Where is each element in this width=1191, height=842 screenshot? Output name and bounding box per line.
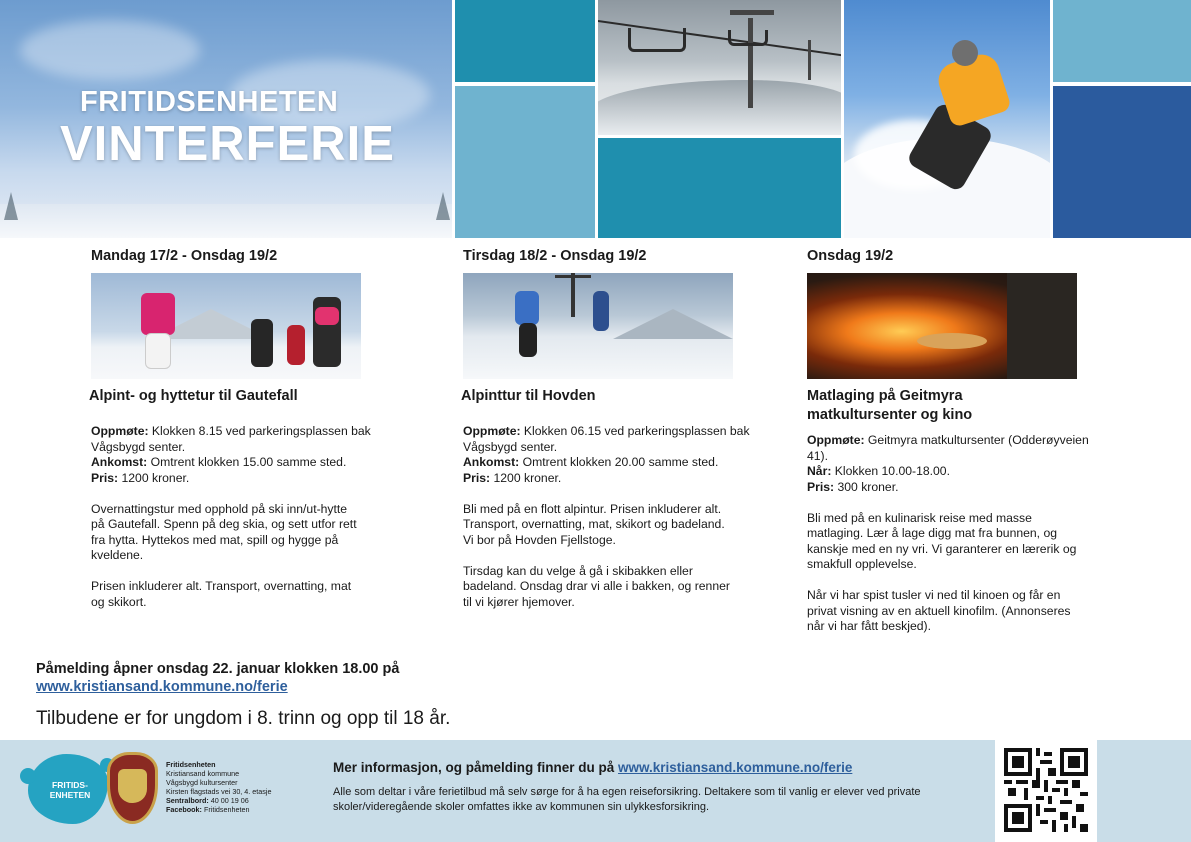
skier-figure bbox=[145, 333, 171, 369]
hero-banner bbox=[0, 0, 452, 238]
contact-label: Facebook: bbox=[166, 805, 202, 814]
detail-label: Oppmøte: bbox=[807, 433, 865, 447]
detail-label: Ankomst: bbox=[91, 455, 148, 469]
hovden-photo bbox=[463, 273, 733, 379]
detail-meetup bbox=[807, 433, 1097, 464]
lift-pole bbox=[571, 273, 575, 317]
lift-crossbar bbox=[730, 10, 774, 15]
pizza-figure bbox=[917, 333, 987, 349]
detail-label: Når: bbox=[807, 464, 832, 478]
skier-figure bbox=[519, 323, 537, 357]
detail-price bbox=[463, 471, 753, 487]
signup-info: Påmelding åpner onsdag 22. januar klokken 18.00 på bbox=[36, 661, 400, 677]
lift-chair bbox=[628, 28, 686, 52]
contact-facebook bbox=[166, 805, 271, 814]
activity-description: Bli med på en flott alpintur. Prisen inkluderer alt. Transport, overnatting, mat, skikort og badeland. Vi bor på Hovden Fjellstoge. bbox=[463, 501, 725, 547]
contact-phone bbox=[166, 796, 271, 805]
activity-description: Når vi har spist tusler vi ned til kinoen og får en privat visning av en aktuell kinofilm. (Annonseres når vi har fått beskjed). bbox=[807, 588, 1071, 633]
snow-ground bbox=[0, 204, 452, 238]
logo-text-line: ENHETEN bbox=[49, 790, 91, 800]
detail-label: Pris: bbox=[807, 479, 835, 494]
skier-figure bbox=[515, 291, 539, 325]
activity-date: Onsdag 19/2 bbox=[807, 248, 894, 264]
hero-title-line1: FRITIDSENHETEN bbox=[80, 86, 339, 118]
detail-text: Klokken 10.00-18.00. bbox=[831, 464, 950, 478]
skier-photo bbox=[844, 0, 1050, 238]
activity-column-gautefall bbox=[91, 248, 381, 610]
activity-title-line: Alpinttur til Hovden bbox=[461, 388, 596, 404]
detail-price bbox=[807, 480, 1097, 496]
contact-address: Kirsten flagstads vei 30, 4. etasje bbox=[166, 787, 272, 796]
detail-meetup bbox=[463, 424, 753, 455]
contact-info bbox=[166, 760, 271, 814]
qr-code-icon[interactable] bbox=[1004, 748, 1088, 832]
activity-title-line: matkultursenter og kino bbox=[807, 407, 973, 423]
detail-arrival bbox=[91, 455, 381, 471]
pizza-oven-photo bbox=[807, 273, 1077, 379]
activity-description: Tirsdag kan du velge å gå i skibakken eller badeland. Onsdag drar vi alle i bakken, og renner til vi kjører hjemover. bbox=[463, 563, 730, 609]
hero-title-line2: VINTERFERIE bbox=[60, 117, 395, 171]
lift-chair bbox=[728, 30, 768, 46]
detail-meetup bbox=[91, 424, 381, 455]
activity-date: Mandag 17/2 - Onsdag 19/2 bbox=[91, 248, 278, 264]
more-info bbox=[333, 760, 852, 775]
activity-title bbox=[461, 387, 753, 406]
logo-text bbox=[40, 780, 100, 800]
activity-details bbox=[91, 424, 381, 486]
contact-label: Sentralbord: bbox=[166, 796, 209, 805]
contact-value: 40 00 19 06 bbox=[208, 796, 249, 805]
activity-title-line: Matlaging på Geitmyra bbox=[807, 388, 963, 404]
skier-figure bbox=[251, 319, 273, 367]
activity-description: Prisen inkluderer alt. Transport, overnatting, mat og skikort. bbox=[91, 579, 352, 609]
logo-text-line: FRITIDS- bbox=[52, 780, 88, 790]
color-tile bbox=[1053, 86, 1191, 238]
activity-column-geitmyra bbox=[807, 248, 1097, 635]
detail-label: Pris: bbox=[91, 470, 119, 485]
skier-figure bbox=[287, 325, 305, 365]
audience-note: Tilbudene er for ungdom i 8. trinn og opp til 18 år. bbox=[36, 708, 451, 729]
skier-figure bbox=[141, 293, 175, 335]
detail-text: Klokken 8.15 ved parkeringsplassen bak Vågsbygd senter. bbox=[91, 424, 371, 454]
activity-title bbox=[807, 387, 1097, 425]
detail-label: Oppmøte: bbox=[91, 424, 149, 438]
detail-text: Omtrent klokken 15.00 samme sted. bbox=[147, 455, 347, 469]
color-tile bbox=[1053, 0, 1191, 82]
contact-line: Vågsbygd kultursenter bbox=[166, 778, 238, 787]
detail-label: Oppmøte: bbox=[463, 424, 521, 438]
snow-hill bbox=[598, 80, 841, 135]
mountain-decoration bbox=[613, 309, 733, 339]
more-info-link[interactable]: www.kristiansand.kommune.no/ferie bbox=[618, 760, 853, 775]
cloud-decoration bbox=[20, 20, 200, 80]
skier-figure bbox=[593, 291, 609, 331]
detail-label: Pris: bbox=[463, 470, 491, 485]
skier-vest bbox=[315, 307, 339, 325]
activity-column-hovden bbox=[463, 248, 753, 610]
detail-text: 1200 kroner. bbox=[490, 470, 562, 485]
tree-decoration bbox=[436, 192, 450, 220]
contact-value: Fritidsenheten bbox=[201, 805, 250, 814]
activity-details bbox=[463, 424, 753, 486]
color-tile bbox=[455, 0, 595, 82]
detail-label: Ankomst: bbox=[463, 455, 520, 469]
activity-description: Bli med på en kulinarisk reise med masse matlaging. Lær å lage digg mat fra bunnen, og kanskje med en ny vri. Vi garanterer en lærerik og smakfull opplevelse. bbox=[807, 510, 1077, 571]
tree-decoration bbox=[4, 192, 18, 220]
activity-description: Overnattingstur med opphold på ski inn/ut-hytte på Gautefall. Spenn på deg skia, og sett utfor rett fra hytta. Hyttekos med mat, spill og hygge på kveldene. bbox=[91, 501, 357, 562]
color-tile bbox=[598, 138, 841, 238]
activity-title-line: Alpint- og hyttetur til Gautefall bbox=[89, 388, 298, 404]
contact-line: Kristiansand kommune bbox=[166, 769, 240, 778]
detail-text: Klokken 06.15 ved parkeringsplassen bak Vågsbygd senter. bbox=[463, 424, 750, 454]
detail-price bbox=[91, 471, 381, 487]
signup-link[interactable]: www.kristiansand.kommune.no/ferie bbox=[36, 679, 288, 695]
detail-arrival bbox=[463, 455, 753, 471]
detail-time bbox=[807, 464, 1097, 480]
detail-text: 300 kroner. bbox=[834, 479, 899, 494]
lift-crossbar bbox=[555, 275, 591, 278]
contact-org: Fritidsenheten bbox=[166, 760, 216, 769]
lift-pole bbox=[808, 40, 811, 80]
detail-text: Geitmyra matkultursenter (Odderøyveien 41). bbox=[807, 433, 1089, 463]
chairlift-photo bbox=[598, 0, 841, 135]
detail-text: Omtrent klokken 20.00 samme sted. bbox=[519, 455, 719, 469]
insurance-disclaimer: Alle som deltar i våre ferietilbud må selv sørge for å ha egen reiseforsikring. Deltakere som til vanlig er elever ved private skoler/videregående skoler omfattes ikke av kommunen sin ulykkesforsikring. bbox=[333, 786, 921, 813]
activity-title bbox=[89, 387, 381, 406]
gautefall-photo bbox=[91, 273, 361, 379]
more-info-text: Mer informasjon, og påmelding finner du på bbox=[333, 760, 619, 775]
activity-details bbox=[807, 433, 1097, 495]
color-tile bbox=[455, 86, 595, 238]
activity-date: Tirsdag 18/2 - Onsdag 19/2 bbox=[463, 248, 647, 264]
skier-helmet bbox=[952, 40, 978, 66]
oven-wall bbox=[1007, 273, 1077, 379]
detail-text: 1200 kroner. bbox=[118, 470, 190, 485]
